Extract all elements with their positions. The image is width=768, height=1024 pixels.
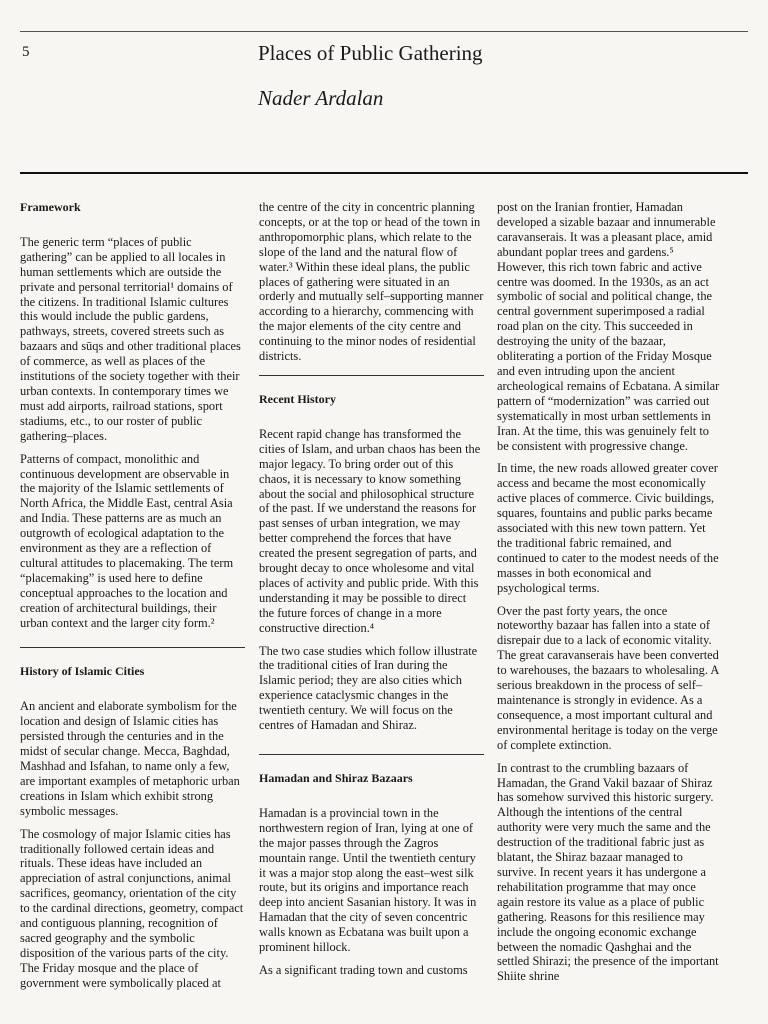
section-heading-bazaars: Hamadan and Shiraz Bazaars bbox=[259, 771, 413, 785]
chapter-number: 5 bbox=[22, 44, 30, 60]
column-2 bbox=[259, 200, 484, 986]
column-1 bbox=[20, 200, 245, 999]
paragraph: An ancient and elaborate symbolism for the location and design of Islamic cities has persisted through the centuries and in the midst of secular change. Mecca, Baghdad, Mashhad and Isfahan, to name only a few, are important examples of metaphoric urban creations in Islam which exhibit strong symbolic messages. bbox=[20, 699, 240, 818]
chapter-title: Places of Public Gathering bbox=[258, 41, 483, 65]
paragraph: The two case studies which follow illustrate the traditional cities of Iran during the Islamic period; they are also cities which experience cataclysmic changes in the twentieth century. We will focus on the centres of Hamadan and Shiraz. bbox=[259, 643, 478, 733]
column-3 bbox=[497, 200, 723, 992]
section-heading-framework: Framework bbox=[20, 200, 81, 214]
paragraph: In contrast to the crumbling bazaars of Hamadan, the Grand Vakil bazaar of Shiraz has somehow survived this historic surgery. Although the intentions of the central authority were very much the same and the destruction of the traditional fabric just as blatant, the Shiraz bazaar managed to survive. In recent years it has undergone a rehabilitation programme that may once again restore its value as a place of public gathering. Reasons for this resilience may include the ongoing economic exchange between the nomadic Qashghai and the settled Shirazi; the presence of the important Shiite shrine bbox=[497, 760, 719, 984]
paragraph: In time, the new roads allowed greater cover access and became the most economically active places of commerce. Civic buildings, squares, fountains and public parks became associated with this new town pattern. Yet the traditional fabric remained, and continued to cater to the modest needs of the masses in both economical and psychological terms. bbox=[497, 461, 719, 595]
chapter-author: Nader Ardalan bbox=[258, 86, 384, 110]
section-divider bbox=[259, 375, 484, 407]
paragraph: As a significant trading town and customs bbox=[259, 962, 468, 977]
paragraph: Patterns of compact, monolithic and continuous development are observable in the majority of the Islamic settlements of North Africa, the Middle East, central Asia and India. These patterns are as much an outgrowth of ecological adaptation to the environment as they are a reflection of cultural attitudes to placemaking. The term “placemaking” is used here to define conceptual approaches to the location and creation of architectural buildings, their urban context and the larger city form.² bbox=[20, 451, 234, 630]
section-divider bbox=[259, 754, 484, 786]
paragraph: The generic term “places of public gathering” can be applied to all locales in human settlements which are outside the private and personal territorial¹ domains of the citizens. In traditional Islamic cultures this would include the public gardens, pathways, streets, covered streets such as bazaars and sūqs and other traditional places of commerce, as well as places of the institutions of the society together with their urban contexts. In contemporary times we must add airports, railroad stations, sport stadiums, etc., to our roster of public gathering–places. bbox=[20, 234, 241, 443]
title-rule bbox=[20, 172, 748, 174]
section-heading-history: History of Islamic Cities bbox=[20, 664, 145, 679]
paragraph: the centre of the city in concentric planning concepts, or at the top or head of the town in anthropomorphic plans, which relate to the slope of the land and the natural flow of water.³ Within these ideal plans, the public places of gathering were situated in an orderly and mutually self–supporting manner according to a hierarchy, commencing with the major elements of the city centre and continuing to the minor nodes of residential districts. bbox=[259, 200, 484, 364]
paragraph: Hamadan is a provincial town in the northwestern region of Iran, lying at one of the major passes through the Zagros mountain range. Until the twentieth century it was a major stop along the east–west silk route, but its origins and importance reach deep into ancient Sasanian history. It was in Hamadan that the city of seven concentric walls known as Ecbatana was built upon a prominent hillock. bbox=[259, 805, 477, 955]
paragraph: post on the Iranian frontier, Hamadan developed a sizable bazaar and innumerable caravanserais. It was a pleasant place, amid abundant poplar trees and gardens.⁵ However, this rich town fabric and active centre was doomed. In the 1930s, as an act symbolic of social and political change, the central government superimposed a radial road plan on the city. This succeeded in destroying the unity of the bazaar, obliterating a portion of the Friday Mosque and even intruding upon the ancient archeological remains of Ecbatana. A similar pattern of “modernization” was carried out systematically in most urban settlements in Iran. At the time, this was genuinely felt to be consistent with progressive change. bbox=[497, 200, 720, 453]
paragraph: Over the past forty years, the once noteworthy bazaar has fallen into a state of disrepair due to a lack of economic vitality. The great caravanserais have been converted to warehouses, the bazaars to wholesaling. A serious breakdown in the process of self–maintenance is strongly in evidence. As a consequence, a most important cultural and environmental heritage is today on the verge of complete extinction. bbox=[497, 603, 719, 752]
paragraph: The cosmology of major Islamic cities has traditionally followed certain ideas and rituals. These ideas have included an appreciation of astral conjunctions, animal sacrifices, geomancy, orientation of the city to the cardinal directions, geometry, compact and contiguous planning, recognition of sacred geography and the symbolic disposition of the various parts of the city. The Friday mosque and the place of government were symbolically placed at bbox=[20, 826, 244, 990]
section-divider bbox=[20, 647, 245, 679]
paragraph: Recent rapid change has transformed the cities of Islam, and urban chaos has been the major legacy. To bring order out of this chaos, it is necessary to know something about the social and philosophical structure of the past. If we understand the reasons for past senses of urban integration, we may better comprehend the forces that have created the present segregation of parts, and brought decay to once wholesome and vital places of activity and public pride. With this understanding it may be possible to direct the future forces of change in a more constructive direction.⁴ bbox=[259, 426, 481, 635]
header-rule bbox=[20, 31, 748, 32]
section-heading-recent-history: Recent History bbox=[259, 391, 336, 406]
